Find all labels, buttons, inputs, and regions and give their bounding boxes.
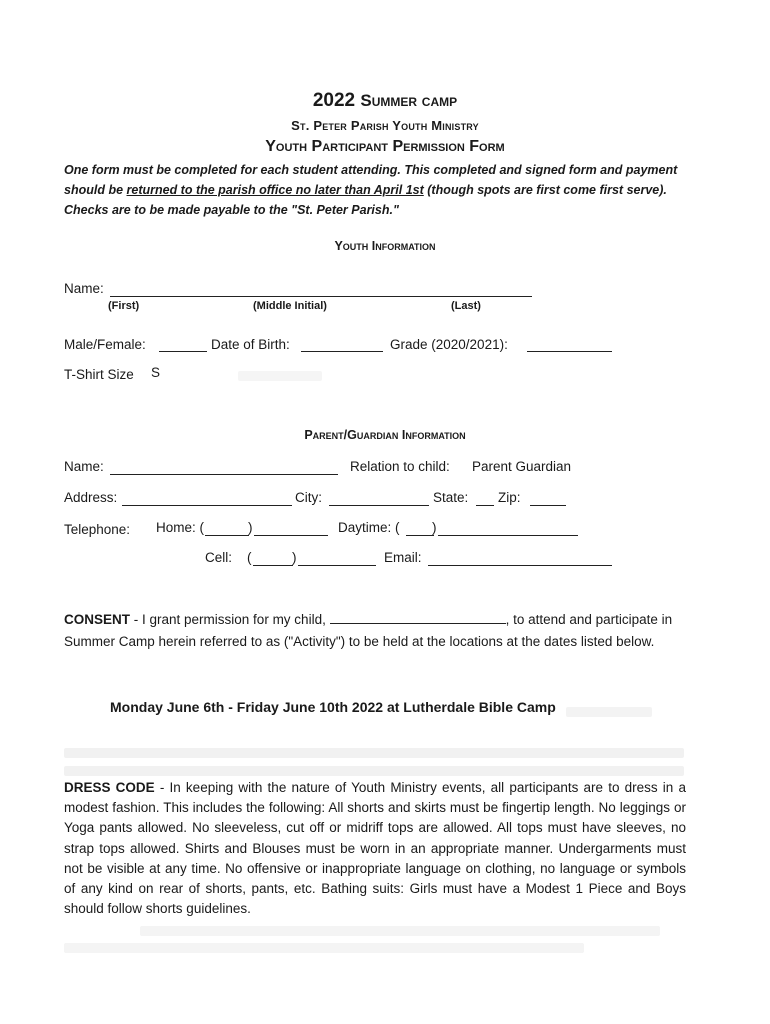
- faded-ghost-text: [64, 943, 584, 953]
- consent-text-a: - I grant permission for my child,: [130, 612, 330, 627]
- state-field[interactable]: [476, 505, 494, 506]
- form-title: Youth Participant Permission Form: [265, 138, 505, 155]
- intro-deadline: returned to the parish office no later than April 1st: [126, 183, 424, 197]
- tshirt-size-label: T-Shirt Size: [64, 367, 134, 382]
- state-label: State:: [433, 490, 469, 505]
- dress-code-lead: DRESS CODE: [64, 780, 155, 795]
- cell-phone-field[interactable]: [298, 565, 376, 566]
- intro-text-b: (though spots are first come first serve).: [423, 183, 667, 197]
- title-year: 2022: [312, 90, 356, 111]
- cell-paren-close: ): [292, 550, 297, 565]
- parent-name-field[interactable]: [110, 474, 338, 475]
- address-label: Address:: [64, 490, 118, 505]
- youth-name-label: Name:: [64, 281, 104, 296]
- sex-label: Male/Female:: [64, 337, 146, 352]
- title-summer-camp: Summer camp: [360, 91, 458, 110]
- first-name-caption: (First): [108, 300, 140, 312]
- tshirt-size-value[interactable]: S: [151, 365, 161, 380]
- daytime-phone-label: Daytime: (: [338, 520, 400, 535]
- city-field[interactable]: [329, 505, 429, 506]
- middle-initial-caption: (Middle Initial): [253, 300, 327, 312]
- email-label: Email:: [384, 550, 422, 565]
- email-field[interactable]: [428, 565, 612, 566]
- home-phone-field[interactable]: [254, 535, 328, 536]
- relation-label: Relation to child:: [350, 459, 450, 474]
- sex-field[interactable]: [159, 351, 207, 352]
- faded-ghost-text: [140, 926, 660, 936]
- dob-field[interactable]: [301, 351, 383, 352]
- cell-area-code-field[interactable]: [253, 565, 293, 566]
- ministry-name: St. Peter Parish Youth Ministry: [291, 118, 479, 133]
- city-label: City:: [295, 490, 322, 505]
- consent-lead: CONSENT: [64, 612, 131, 627]
- youth-info-heading: Youth Information: [334, 239, 436, 253]
- daytime-paren-close: ): [432, 520, 437, 535]
- grade-label: Grade (2020/2021):: [390, 337, 508, 352]
- grade-field[interactable]: [527, 351, 612, 352]
- intro-instructions: [64, 160, 714, 220]
- last-name-caption: (Last): [451, 300, 481, 312]
- home-paren-close: ): [248, 520, 253, 535]
- faded-ghost-text: [238, 371, 322, 381]
- intro-checks-note: Checks are to be made payable to the "St. Peter Parish.": [64, 203, 399, 217]
- dress-code-text: - In keeping with the nature of Youth Ministry events, all participants are to dress in a modest fashion. This includes the following: All shorts and skirts must be fingertip length. No leggings or Yoga pants allowed. No sleeveless, cut off or midriff tops are allowed. All tops must have sleeves, no strap tops allowed. Shirts and Blouses must be worn in an appropriate manner. Undergarments must not be visible at any time. No offensive or inappropriate language on clothing, no language or symbols of any kind on rear of shorts, pants, etc. Bathing suits: Girls must have a Modest 1 Piece and Boys should follow shorts guidelines.: [64, 780, 686, 917]
- faded-ghost-text: [64, 766, 684, 776]
- telephone-label: Telephone:: [64, 522, 131, 537]
- form-year-title: [0, 90, 770, 112]
- youth-name-field[interactable]: [110, 296, 532, 297]
- consent-paragraph: [64, 609, 704, 653]
- parent-name-label: Name:: [64, 459, 104, 474]
- address-field[interactable]: [122, 505, 292, 506]
- parent-info-heading: Parent/Guardian Information: [304, 428, 466, 442]
- zip-field[interactable]: [530, 505, 566, 506]
- faded-ghost-text: [566, 707, 652, 717]
- dress-code-paragraph: [64, 778, 686, 919]
- cell-phone-label: Cell:: [205, 550, 233, 565]
- home-phone-label: Home: (: [156, 520, 205, 535]
- zip-label: Zip:: [498, 490, 521, 505]
- child-name-field[interactable]: [330, 611, 506, 624]
- cell-paren-open: (: [247, 550, 252, 565]
- daytime-area-code-field[interactable]: [406, 535, 434, 536]
- consent-text-b: , to attend and participate in Summer Camp herein referred to as ("Activity") to be held at the locations at the dates listed below.: [64, 612, 673, 649]
- faded-ghost-text: [64, 748, 684, 758]
- relation-value[interactable]: Parent Guardian: [472, 459, 572, 474]
- camp-dates: Monday June 6th - Friday June 10th 2022 at Lutherdale Bible Camp: [110, 699, 556, 715]
- intro-text-a: One form must be completed for each student attending. This completed and signed form and payment should be: [64, 163, 678, 197]
- dob-label: Date of Birth:: [211, 337, 290, 352]
- home-area-code-field[interactable]: [205, 535, 249, 536]
- daytime-phone-field[interactable]: [438, 535, 578, 536]
